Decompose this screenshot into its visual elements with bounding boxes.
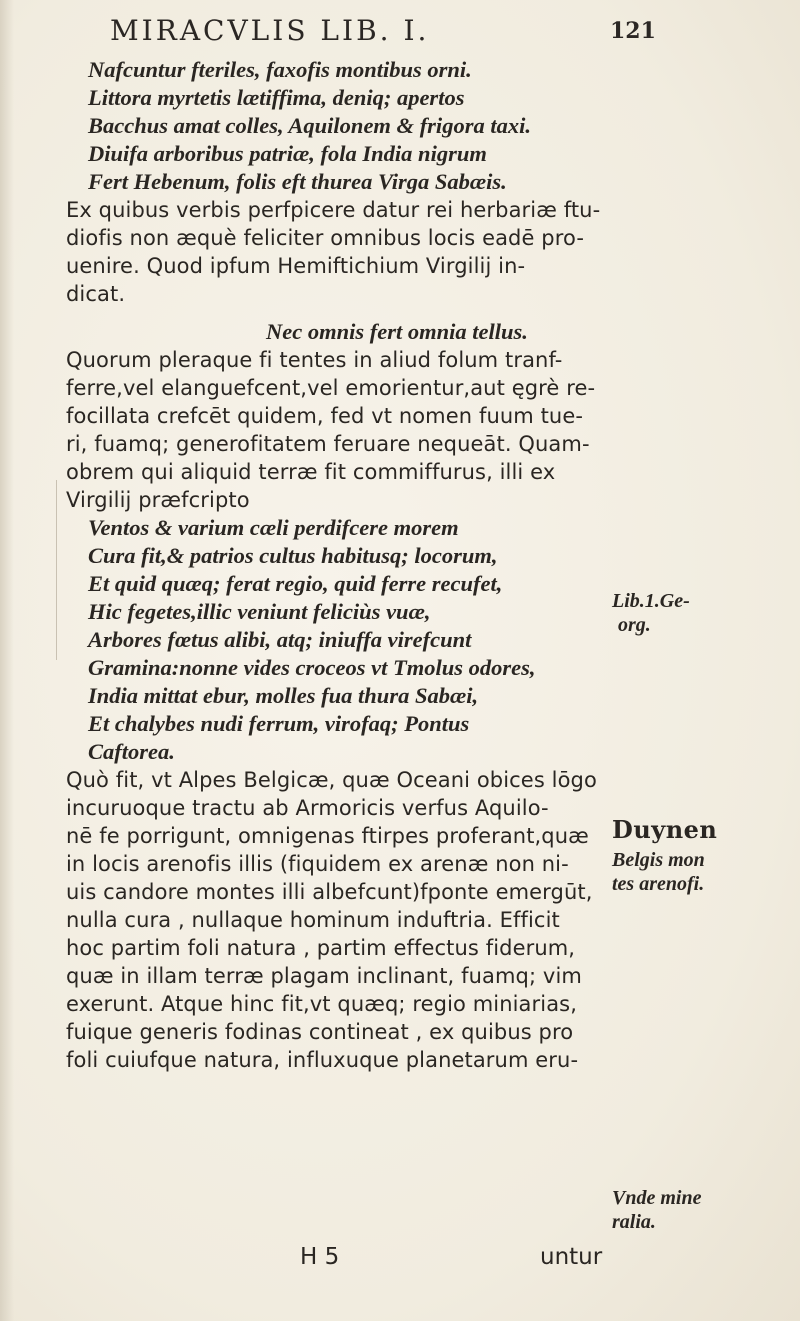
marginal-note-minerals-line-1: Vnde mine — [612, 1187, 702, 1209]
marginal-note-belgis-line-2: tes arenofi. — [612, 873, 705, 895]
marginal-note-georgics-line-1: Lib.1.Ge- — [612, 590, 690, 612]
marginal-note-minerals-line-2: ralia. — [612, 1211, 656, 1233]
marginal-note-belgis-line-1: Belgis mon — [612, 849, 705, 871]
verse-line: Fert Hebenum, folis eft thurea Virga Sabæis. — [88, 169, 507, 194]
verse-line: Hic fegetes,illic veniunt feliciùs vuæ, — [88, 599, 431, 624]
page-footer — [300, 1244, 640, 1278]
verse-line: Caftorea. — [88, 739, 175, 764]
prose-line: dicat. — [66, 282, 126, 306]
verse-line: Littora myrtetis lætiffima, deniq; apertos — [88, 85, 465, 110]
prose-line: foli cuiufque natura, influxuque planetarum eru- — [66, 1048, 579, 1072]
verse-line: Bacchus amat colles, Aquilonem & frigora taxi. — [88, 113, 531, 138]
prose-line: uis candore montes illi albefcunt)fponte emergūt, — [66, 880, 593, 904]
verse-line: Arbores fœtus alibi, atq; iniuffa virefcunt — [88, 627, 472, 652]
verse-line: Ventos & varium cæli perdifcere morem — [88, 515, 459, 540]
margin-bleed-line — [56, 480, 57, 660]
verse-line: Diuifa arboribus patriæ, fola India nigrum — [88, 141, 487, 166]
running-title: MIRACVLIS LIB. I. — [110, 14, 430, 47]
prose-line: diofis non æquè feliciter omnibus locis eadē pro- — [66, 226, 584, 250]
marginal-note-duynen: Duynen — [612, 815, 718, 844]
verse-line: Nafcuntur fteriles, faxofis montibus orni. — [88, 57, 472, 82]
page-gutter-shadow — [0, 0, 14, 1321]
catchword: untur — [540, 1244, 603, 1270]
prose-line: fuique generis fodinas contineat , ex quibus pro — [66, 1020, 574, 1044]
verse-line: Cura fit,& patrios cultus habitusq; locorum, — [88, 543, 498, 568]
signature-mark: H 5 — [300, 1244, 340, 1270]
prose-line: hoc partim foli natura , partim effectus fiderum, — [66, 936, 576, 960]
main-text-column — [66, 56, 602, 1074]
prose-line: incuruoque tractu ab Armoricis verfus Aquilo- — [66, 796, 549, 820]
prose-line: Virgilij præfcripto — [66, 488, 250, 512]
prose-line: Quorum pleraque fi tentes in aliud folum tranf- — [66, 348, 563, 372]
prose-line: nulla cura , nullaque hominum induftria. Efficit — [66, 908, 560, 932]
verse-line: Gramina:nonne vides croceos vt Tmolus odores, — [88, 655, 536, 680]
verse-line: Nec omnis fert omnia tellus. — [266, 319, 528, 344]
prose-line: quæ in illam terræ plagam inclinant, fuamq; vim — [66, 964, 582, 988]
page-header — [110, 14, 656, 54]
prose-line: nē fe porrigunt, omnigenas ftirpes proferant,quæ — [66, 824, 589, 848]
marginal-note-minerals — [612, 1186, 701, 1234]
page-number: 121 — [610, 18, 656, 44]
prose-line: ferre,vel elanguefcent,vel emorientur,aut ęgrè re- — [66, 376, 596, 400]
prose-line: Quò fit, vt Alpes Belgicæ, quæ Oceani obices lōgo — [66, 768, 597, 792]
marginal-note-georgics-line-2: org. — [618, 614, 651, 636]
verse-line: Et quid quæq; ferat regio, quid ferre recufet, — [88, 571, 503, 596]
marginal-note-belgis — [612, 815, 718, 896]
prose-line: exerunt. Atque hinc fit,vt quæq; regio miniarias, — [66, 992, 577, 1016]
prose-line: in locis arenofis illis (fiquidem ex arenæ non ni- — [66, 852, 569, 876]
prose-line: Ex quibus verbis perfpicere datur rei herbariæ ftu- — [66, 198, 601, 222]
verse-line: India mittat ebur, molles fua thura Sabæi, — [88, 683, 479, 708]
prose-line: focillata crefcēt quidem, fed vt nomen fuum tue- — [66, 404, 584, 428]
paragraph-gap — [66, 308, 602, 318]
prose-line: uenire. Quod ipfum Hemiftichium Virgilij in- — [66, 254, 526, 278]
marginal-note-georgics — [612, 589, 690, 637]
prose-line: ri, fuamq; generofitatem feruare nequeāt. Quam- — [66, 432, 590, 456]
verse-line: Et chalybes nudi ferrum, virofaq; Pontus — [88, 711, 470, 736]
prose-line: obrem qui aliquid terræ fit commiffurus, illi ex — [66, 460, 556, 484]
